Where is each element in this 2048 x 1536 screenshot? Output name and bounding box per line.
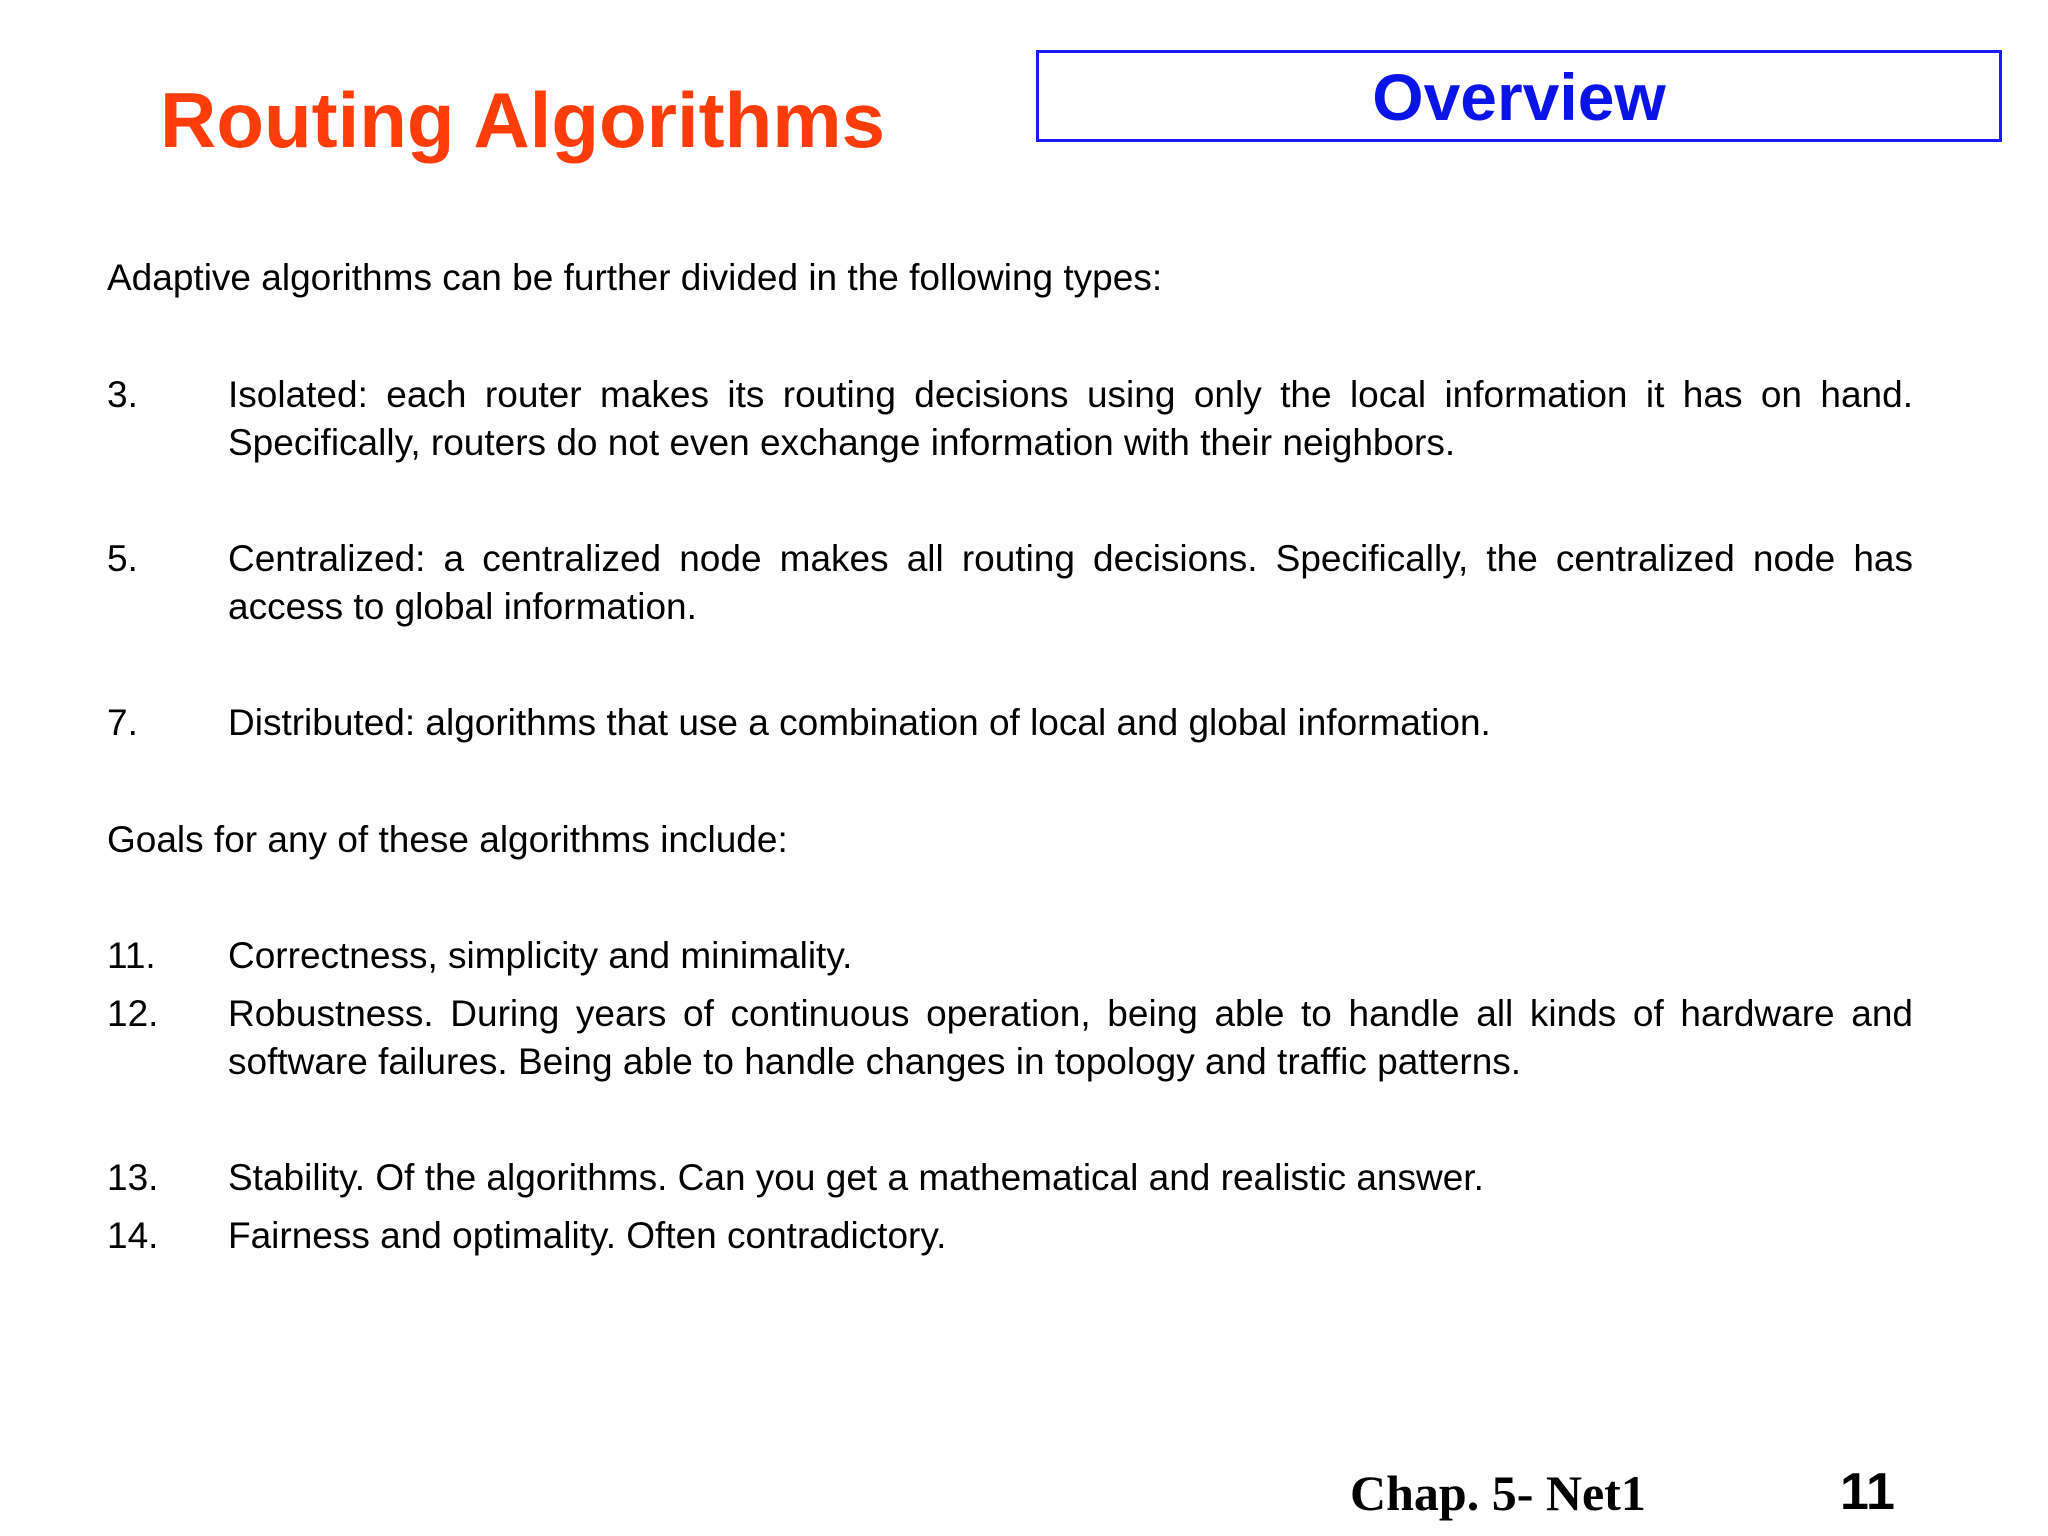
- list-item: [107, 932, 1913, 980]
- slide-title: Routing Algorithms: [160, 76, 886, 164]
- list-item-number: 11.: [107, 935, 156, 976]
- list-item-text: Distributed: algorithms that use a combination of local and global information.: [228, 702, 1491, 743]
- page-number: 11: [1840, 1463, 1895, 1521]
- footer-chapter: Chap. 5- Net1: [1350, 1465, 1646, 1521]
- types-intro: Adaptive algorithms can be further divided in the following types:: [107, 257, 1163, 298]
- goals-intro: Goals for any of these algorithms include:: [107, 819, 788, 860]
- list-item-number: 5.: [107, 538, 138, 579]
- list-item-text: Stability. Of the algorithms. Can you get a mathematical and realistic answer.: [228, 1157, 1484, 1198]
- list-item: [107, 990, 1913, 1086]
- list-item: [107, 371, 1913, 467]
- list-item-number: 7.: [107, 702, 138, 743]
- list-item: [107, 535, 1913, 631]
- list-item-number: 12.: [107, 993, 159, 1034]
- list-item-text: Correctness, simplicity and minimality.: [228, 935, 853, 976]
- list-item-number: 3.: [107, 374, 138, 415]
- list-item-text: Centralized: a centralized node makes all routing decisions. Specifically, the centralized node has access to global information.: [228, 538, 1913, 627]
- list-item-number: 13.: [107, 1157, 159, 1198]
- list-item-text: Fairness and optimality. Often contradictory.: [228, 1215, 947, 1256]
- list-item: [107, 1212, 1913, 1260]
- list-item-number: 14.: [107, 1215, 159, 1256]
- section-label: Overview: [1372, 60, 1666, 134]
- list-item: [107, 699, 1913, 747]
- list-item-text: Robustness. During years of continuous operation, being able to handle all kinds of hardware and software failures. Being able to handle changes in topology and traffic patterns.: [228, 993, 1913, 1082]
- list-item: [107, 1154, 1913, 1202]
- section-label-box: [1036, 50, 2002, 142]
- list-item-text: Isolated: each router makes its routing decisions using only the local information it has on hand. Specifically, routers do not even exchange information with their neighbors.: [228, 374, 1913, 463]
